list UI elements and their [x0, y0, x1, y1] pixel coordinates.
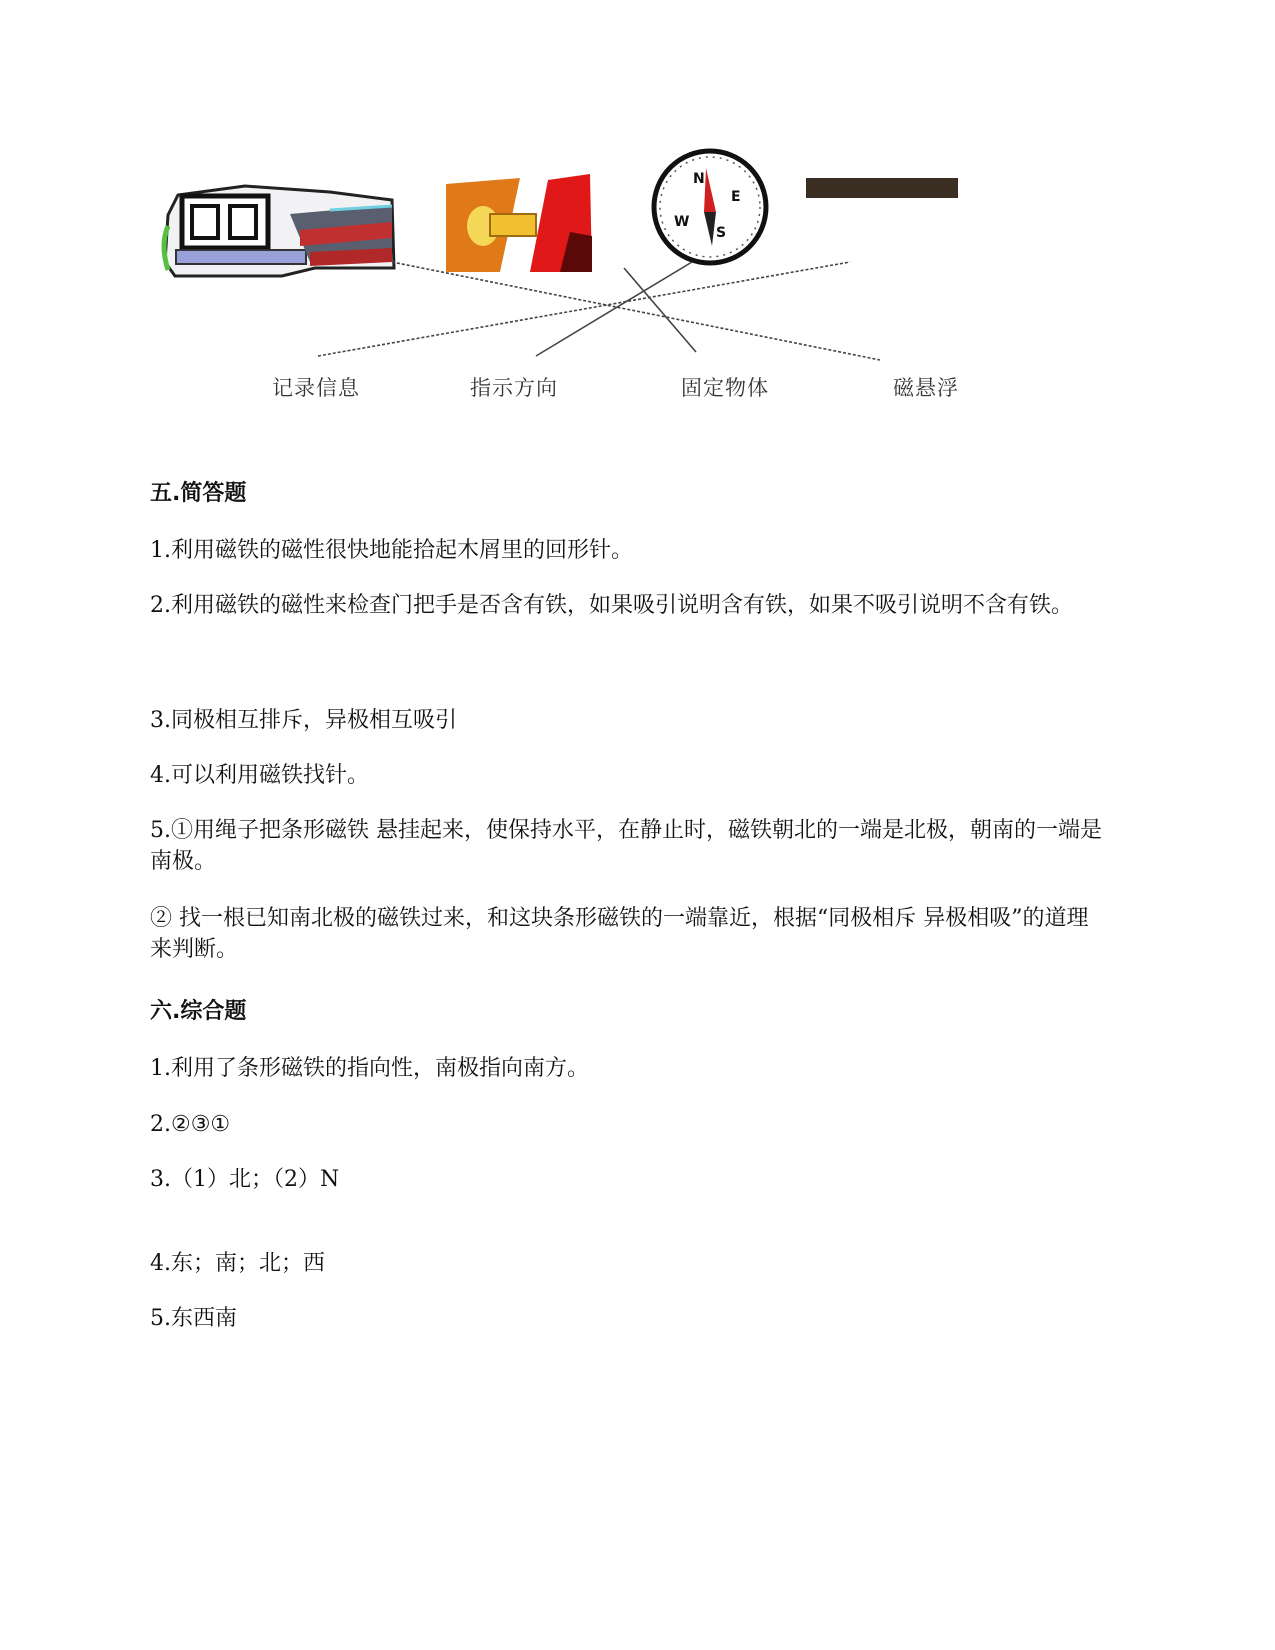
compass-letter-n: N [693, 171, 705, 187]
answer-line: 4.可以利用磁铁找针。 [150, 763, 369, 788]
maglev-train-picture [164, 186, 394, 276]
match-label-record-info: 记录信息 [272, 376, 360, 400]
match-label-fix-object: 固定物体 [681, 376, 769, 400]
compass-picture [654, 151, 766, 263]
answer-line: 1.利用磁铁的磁性很快地能拾起木屑里的回形针。 [150, 538, 633, 563]
compass-letter-e: E [731, 189, 741, 205]
matching-figure [0, 0, 1275, 430]
answer-line: 5.东西南 [150, 1306, 237, 1331]
compass-letter-s: S [716, 225, 727, 241]
section-heading-short-answer: 五.简答题 [150, 481, 247, 506]
answer-line: 2.利用磁铁的磁性来检查门把手是否含有铁，如果吸引说明含有铁，如果不吸引说明不含有铁。 [150, 593, 1073, 618]
answer-line: 5.①用绳子把条形磁铁 悬挂起来，使保持水平，在静止时，磁铁朝北的一端是北极，朝南的一端是南极。 [150, 818, 1102, 874]
answer-line: 1.利用了条形磁铁的指向性，南极指向南方。 [150, 1056, 589, 1081]
answer-line: 4.东；南；北；西 [150, 1251, 325, 1276]
answer-line: 3.同极相互排斥，异极相互吸引 [150, 708, 457, 733]
door-magnet-picture [446, 174, 592, 272]
match-label-indicate-direction: 指示方向 [470, 376, 558, 400]
answer-line: 2.②③① [150, 1112, 231, 1137]
compass-letter-w: W [674, 214, 690, 230]
match-label-maglev: 磁悬浮 [893, 376, 959, 400]
matching-lines [318, 262, 880, 360]
section-heading-comprehensive: 六.综合题 [150, 999, 247, 1024]
magnetic-strip-picture [806, 178, 958, 198]
answer-line: ② 找一根已知南北极的磁铁过来，和这块条形磁铁的一端靠近，根据“同极相斥 异极相吸”的道理来判断。 [150, 906, 1089, 962]
answer-line: 3.（1）北；（2）N [150, 1167, 340, 1192]
